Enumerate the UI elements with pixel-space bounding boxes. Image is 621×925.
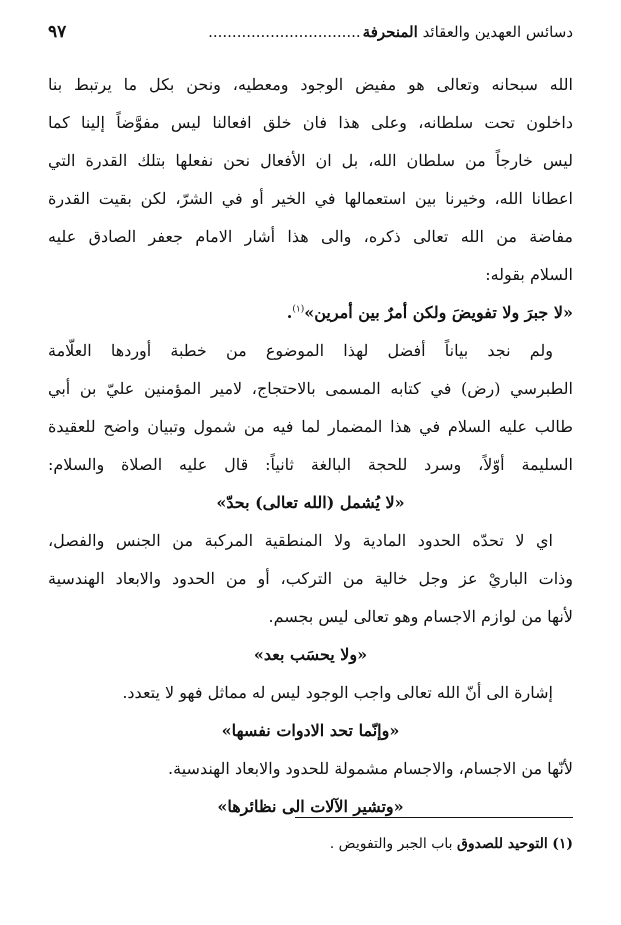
text-line: مفاضة من الله تعالى ذكره، والى هذا أشار الامام جعفر الصادق عليه bbox=[48, 227, 573, 246]
text-line: اعطانا الله، وخيرنا بين استعمالها في الخير أو في الشرّ، لكن بقيت القدرة bbox=[48, 189, 573, 208]
quote-text: «لا جبرَ ولا تفويضَ ولكن أمرٌ بين أمرين» bbox=[304, 303, 573, 322]
text-line: الطبرسي (رض) في كتابه المسمى بالاحتجاج، لامير المؤمنين عليّ بن أبي bbox=[48, 379, 573, 398]
running-title bbox=[206, 23, 573, 41]
text-line: لأنّها من الاجسام، والاجسام مشمولة للحدود والابعاد الهندسية. bbox=[168, 759, 573, 778]
leader-dots: ................................ bbox=[208, 23, 361, 41]
footnote bbox=[48, 833, 573, 855]
page-number: ٩٧ bbox=[48, 22, 67, 42]
text-line: اي لا تحدّه الحدود المادية ولا المنطقية المركبة من الجنس والفصل، bbox=[48, 531, 553, 550]
quote-line: «وإنّما تحد الادوات نفسها» bbox=[221, 721, 400, 740]
quote-line: «وتشير الآلات الى نظائرها» bbox=[217, 797, 404, 816]
text-line: ليس خارجاً من سلطان الله، بل ان الأفعال نحن نفعلها بتلك القدرة التي bbox=[48, 151, 573, 170]
text-line: طالب عليه السلام في هذا المضمار لما فيه من شمول وتبيان واضح للعقيدة bbox=[48, 417, 573, 436]
footnote-title: التوحيد للصدوق bbox=[457, 836, 548, 852]
footnote-marker: (١) bbox=[292, 304, 305, 315]
text-line: داخلون تحت سلطانه، وعلى هذا فان خلق افعالنا ليس مفوَّضاً إلينا كما bbox=[48, 113, 573, 132]
quote-line: «لا يُشمل (الله تعالى) بحدّ» bbox=[216, 493, 405, 512]
text-line: لأنها من لوازم الاجسام وهو تعالى ليس بجسم. bbox=[268, 607, 573, 626]
quote-line: «ولا يحسَب بعد» bbox=[253, 645, 368, 664]
page-header bbox=[48, 22, 573, 52]
text-line: ولم نجد بياناً أفضل لهذا الموضوع من خطبة أوردها العلّامة bbox=[48, 341, 553, 360]
footnote-number: (١) bbox=[552, 836, 573, 852]
text-line: السلام بقوله: bbox=[485, 265, 573, 284]
text-line: إشارة الى أنّ الله تعالى واجب الوجود ليس له مماثل فهو لا يتعدد. bbox=[122, 683, 553, 702]
running-title-bold: المنحرفة bbox=[362, 23, 418, 41]
text-line: وذات الباريْ عز وجل خالية من التركب، أو من الحدود والابعاد الهندسية bbox=[48, 569, 573, 588]
running-title-text: دسائس العهدين والعقائد bbox=[422, 23, 573, 41]
footnote-rest: باب الجبر والتفويض . bbox=[329, 836, 453, 852]
text-line: السليمة أوّلاً، وسرد للحجة البالغة ثانياً: قال عليه الصلاة والسلام: bbox=[48, 455, 573, 474]
quote-line: «لا جبرَ ولا تفويضَ ولكن أمرٌ بين أمرين»$^{(١)}$. bbox=[286, 303, 573, 322]
text-line: الله سبحانه وتعالى هو مفيض الوجود ومعطيه، ونحن بكل ما يرتبط بنا bbox=[48, 75, 573, 94]
footnote-divider bbox=[295, 817, 573, 818]
page-body bbox=[48, 66, 573, 826]
